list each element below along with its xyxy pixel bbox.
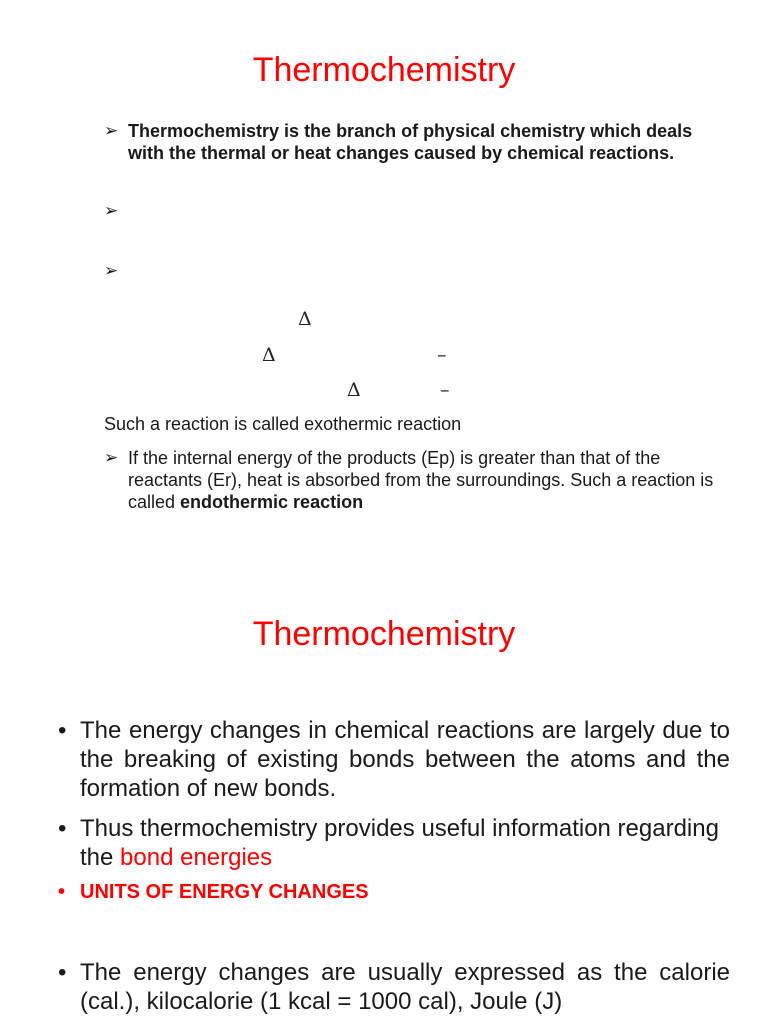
bullet-endothermic (104, 447, 724, 513)
minus-symbol: – (437, 344, 447, 366)
bullet-text: Thermochemistry is the branch of physical chemistry which deals with the thermal or heat changes caused by chemical reactions. (128, 121, 693, 163)
bullet-text: The energy changes are usually expressed as the calorie (cal.), kilocalorie (1 kcal = 1000 cal), Joule (J) (80, 959, 730, 1015)
bullet-dot-icon: • (58, 717, 67, 744)
arrow-bullet-icon: ➢ (104, 121, 119, 140)
bond-energies-term: bond energies (120, 844, 273, 871)
exothermic-line: Such a reaction is called exothermic reaction (104, 414, 462, 434)
arrow-bullet-icon: ➢ (104, 448, 119, 467)
bullet-text: The energy changes in chemical reactions are largely due to the breaking of existing bonds between the atoms and the formation of new bonds. (80, 717, 730, 802)
bullet-energy-changes (58, 716, 730, 803)
arrow-bullet-icon: ➢ (104, 261, 119, 280)
delta-symbol: Δ (262, 344, 276, 366)
bullet-text-plain: Thus thermochemistry provides useful information regarding the (80, 815, 719, 871)
arrow-bullet-icon: ➢ (104, 201, 119, 220)
units-heading: UNITS OF ENERGY CHANGES (80, 881, 369, 903)
bullet-dot-icon: • (58, 959, 67, 986)
minus-symbol: – (440, 379, 450, 401)
bullet-definition (104, 120, 724, 164)
bullet-units-heading (58, 880, 730, 904)
bullet-dot-icon: • (58, 815, 67, 842)
bullet-dot-icon: • (58, 881, 66, 903)
slide-2 (0, 590, 768, 1024)
endothermic-term: endothermic reaction (180, 492, 364, 512)
bullet-units (58, 958, 730, 1016)
bullet-bond-energies (58, 814, 730, 872)
delta-symbol: Δ (298, 308, 312, 330)
bullet-text (128, 447, 724, 513)
slide-title: Thermochemistry (252, 51, 516, 89)
delta-symbol: Δ (347, 379, 361, 401)
bullet-text-plain: If the internal energy of the products (Ep) is greater than that of the reactants (Er), heat is absorbed from the surroundings. Such a reaction is called (128, 448, 714, 512)
bullet-text (80, 814, 730, 872)
slide-title: Thermochemistry (252, 615, 516, 653)
